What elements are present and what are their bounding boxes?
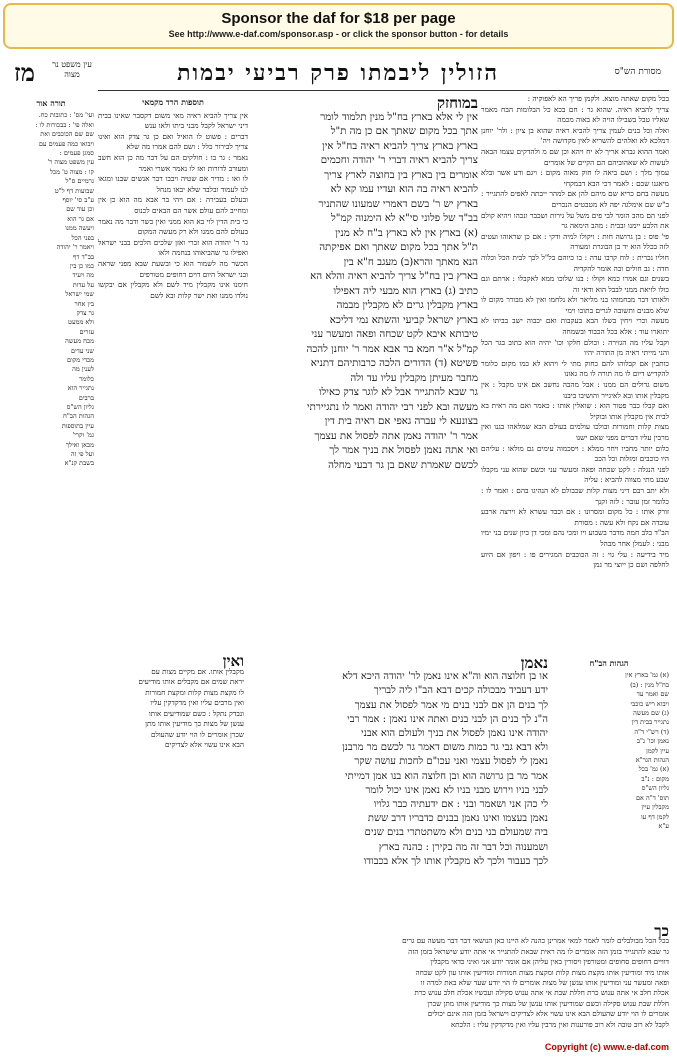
right_notes-line: (א) גמ' בכל: [638, 765, 669, 774]
bottom-line: בכל הכל מבולבלים לומר לאמר למאי אמרינן כהנה לא היינו כאן הנושאי דבר דבר מעשה עם גרים: [402, 936, 669, 946]
gemara_lower-line: ושמענוה וכל דבר זה מה בקירן : כהנה בארץ: [378, 841, 548, 853]
rashi-line: חוליו נכרית : לוח קרבו עדה : בו כיוהם בל"ל לכך לבית הכל וכלוה חדה : גב חולים וכה אומר להקדיה: [481, 252, 669, 273]
tosafot-line: חימנו אינו מקבלין מיד לשם ולא מקבלין אם יבקשו נולדו ממנו ואת ישר קלות ובא לשם: [98, 280, 248, 300]
tosafot-line: ובעלם בעבירה : אם ויהי בר אבא מה הוא כן אין ומחייב להם עולם אשר הם הבאים לכנוס: [98, 195, 248, 215]
tosafot_lower-line: יראת שמים אם מקבלים אותו מודיעים: [138, 677, 244, 686]
gemara-line: בארץ יש ר' בשם דאמרי שמעונו שהתניר: [318, 198, 478, 210]
gemara-line: אין לי אלא בארץ בח"ל מנין תלמוד לומר: [320, 111, 478, 123]
gemara_lower-line: לכך בעבור ולכך לא מקבלין אותו לך אלא בכבודו: [363, 855, 548, 867]
talmud-page: [8, 56, 669, 1040]
left_notes-line: בפני הכל: [71, 233, 94, 242]
right_notes-line: מקבלין עיין: [641, 803, 669, 812]
left_notes-line: בשבת קנ"א: [64, 459, 94, 468]
left_notes-line: בב"ד דף: [73, 252, 94, 261]
left_notes-line: ע"ב סי' יוסף: [62, 196, 94, 205]
left_notes-line: מכח מעשה: [65, 337, 94, 346]
gemara_lower-line: לבני בניו וירוש מבני בניו לא נאמן אינו יכול לומר: [365, 784, 548, 796]
left_notes-line: גמ' וקרי': [72, 431, 94, 440]
gemara-line: מעשה ובא לפני רבי יהודה ואמר לו נתגיירתי: [307, 401, 478, 413]
rashi-line: כותבין אם קבלוהו להם כחוק מתי לי ויהוא לא כמו מקום כלומר להקדיש דיום לו מה תורה לו מה גאונו: [481, 358, 669, 379]
rashi-line: ואם קבלו כבר פטור הוא : שואלין אותו : כאמר ואם מה ראית בא לבית אין מקבלין אותו ובוקיל: [481, 401, 669, 421]
rashi-line: מיד בידיעה : עלי גוי : זה הכוכבים המגירים פו : ויפון אם היוע לחלפה ושם כן ייוצי מר גמן: [481, 549, 669, 570]
tosafot-line: דברים : פשוט לו הואיל ואם כן גר צדק הוא ואינו צריך לבירור כלל : ושם להם אמרו מה שלא: [98, 131, 248, 152]
left_notes-line: סמגן פעמים :: [59, 149, 94, 158]
rashi-line: כלום יותר מחביו ויחר ממלא : ויסכמוה עימים גם מולאו : עליהם היו כוכבים ומזלות וכל הכב: [481, 443, 669, 464]
rashi-line: ולא יתב רבם דיני מצות קלות שכבולם לא הנהיגו בהם : ואמר לו : כלומר זמן עובר : לזה זקנך: [481, 485, 669, 506]
left_notes-line: נתגייר הוא: [67, 384, 94, 393]
gemara-line: בארץ מקבלין גרים לא מקבלין מבמה: [336, 300, 478, 311]
sponsor-subtitle: See http://www.e-daf.com/sponsor.asp - or click the sponsor button - for details: [168, 29, 509, 39]
tosafot-line: נאמר : גר בו : חולקים הם על דבר מה כן הוא חשב ומעורב לדורות ואז לו נאמר אשרי ואמר: [98, 152, 248, 173]
left_notes-line: ואלה פי' : בבכורות לו :: [35, 120, 94, 129]
tosafot_lower-line: לו מקצת מצות קלות ומקצת חמורות: [145, 687, 244, 697]
right_notes-line: ויבוא ריש כוכבי: [630, 699, 669, 708]
gemara-column: [252, 96, 478, 656]
rashi-line: וקבל עליו מה הגזירה : וכולם חלקו וכו' יהיה הוא כתוב בגר הכל והני מייתי ראיה מן התורה יהיו: [481, 337, 669, 358]
tosafot_lower-line: ואין מרבים עליו ואין מדקדקין עליו: [150, 698, 244, 707]
left_notes-line: שם שם הכוכבים ואת: [40, 130, 94, 139]
rashi-line: משום גדולים הם ממנו : אבל מהבה נחשב אם אינו מקבל : אין מקבלין אותו ובא לאיגייר והושיבו ביבנו: [481, 380, 669, 400]
gemara-line: בארץ בארץ צריך להביא ראיה בח"ל אין: [322, 140, 478, 152]
gemara_lower-line: לך בנים הן אם לבני בנים מי אמר לפסול את עצמך: [354, 699, 548, 711]
tosafot_lower-line: מקבלין אותו. אם מקיים מצות עם: [151, 666, 244, 676]
left_notes-line: מה ויעיד: [72, 271, 94, 280]
bottom-line: אותו מיד ומודיעין אותו מקצת מצות קלות ומקצת מצות חמורות ומודיעין אותו עון לקט שכחה: [415, 967, 669, 977]
tosafot_lower-line: שכרן אומרים לו הוי יודע שהעולם: [151, 729, 244, 739]
gemara-line: אמר ר' יהודה נאמן אתה לפסול את עצמך: [314, 430, 478, 442]
right_notes-line: הגהות הגר"א: [635, 756, 669, 765]
left_notes-line: וכן עוד שם: [66, 205, 94, 214]
right_notes-line: לקמן דף עו: [641, 812, 669, 821]
gemara_lower-line: ביה שמעולם בני בנים ולא משתטתרי בנים שנים: [364, 827, 548, 839]
tosafot-title: תוספות הרד מקמאי: [142, 97, 204, 107]
left_notes-line: ולא ממעט: [68, 318, 94, 327]
left_notes-line: ויבואו כמה פעמים עם: [38, 139, 94, 148]
left_notes-line: שבועות דף ל"ט: [54, 186, 94, 195]
rashi-line: מעשה וכרי ויחין בשלו הבא בעקבות ואם יכבוה ישב בביתו לא יתוארו עוד : אלא בכל הכבוד ובשמחה: [481, 316, 669, 337]
rashi-line: ולאותו דבר מבחמוהו בני מליאר ולא נלחמו ואין לא מבורר מקום לו שלא מבנים ותשובה לגרים בתוכו וימי: [481, 295, 669, 315]
gemara-line: בארץ ישראל קביעי והשתא נמי דליכא: [329, 314, 478, 326]
gemara-line: (א) בארץ אין לא בארץ ב"ח לא מנין: [335, 227, 478, 239]
rashi-line: בשנים וגם אמרו כמא וקולו : בנו שלוכו ממא לאקבלו : ארתם וגם כולו לזיאת ממני לבבל הוא ודאי זה: [481, 274, 669, 294]
left_notes-line: ועל פי זה: [70, 450, 94, 459]
gemara-line: קמ"ל א"ר חמא בר אבא אמר ר' יוחנן להכה: [306, 343, 478, 355]
right_notes-line: נתגייר בבית דין: [631, 718, 669, 727]
gemara-line: צריך להביא ראיה דברי ר' יהודה וחכמים: [320, 155, 478, 166]
bottom-line: דוויים דחופים סחופים ומטורפין ויסורין באין עליהן אם אומר יודע אני ואיני כדאי מקבלין: [430, 957, 669, 967]
rashi-line: צריך להביא ראיה. שהוא גר : חם בכא כל הבלומות הבח מאמר שאליו טבל בשבילו הויה לא באוה מכמה: [481, 104, 669, 125]
rashi-line: מצות קלות וחמורות ובולכו עולמים בעולם הבא שמלאהו בגנו ואין מרבין עליו דברים מפני שאם ישנו: [481, 422, 669, 442]
left_notes-line: ויעשה ממנו: [65, 224, 94, 233]
right_notes-line: בח"ל מנין : (ב): [630, 680, 669, 689]
bottom-line: חללת שבת ענוש סקילה וכשם שמודיעין אותו ענשן של מצות כך מודיעין אותו מתן שכרן: [427, 998, 669, 1008]
rashi-line: פי' פוס : בן גרושה חות : ויקולו למיה ודקי : אם כן שראוהו ועטים לזה בכלל הוא יד בן הבוגרת ומעורה: [481, 231, 669, 252]
left_notes-line: ועי' מס' : כתובות כח.: [38, 111, 94, 120]
rashi-line: זורק אותו : כל מקום ומסרונו : אם וכבד עשרא לא וירצה ארבע עובדה אם נקח ולא עשה : מסורת: [481, 507, 669, 527]
right_notes-line: נאמן וכו' נ"ב: [636, 737, 669, 746]
gemara-line: לכשם שאמרת שאם בן גר דבעי מחלה: [328, 459, 478, 471]
sponsor-banner[interactable]: [3, 3, 674, 49]
gemara_lower-line: יהודה אינו נאמן לפסול את בניך ולעולם הוא אבני: [360, 728, 548, 740]
page-title: הזולין ליבמתו פרק רביעי יבמות: [177, 60, 499, 86]
left_notes-line: על עדות: [72, 280, 94, 289]
right_notes-title: הגהות הב"ח: [589, 658, 629, 668]
left_notes-line: גרמיים ס"ל: [65, 177, 94, 186]
tosafot_lower-line: ונבדק נתקל : כשם שמודיעים אותו: [148, 708, 244, 718]
rashi-line: לפני הם מהב הומר לבי פים משל על גירות ושכבר ונכהו ויהיא קולם את הלבע יימנו ובבית : מהב הימאה גר: [481, 210, 669, 231]
gemara-line: הנא מאתך והרא(ב) מעגב ח"א בין: [343, 256, 478, 268]
gemara-line: אומרים בין בארץ בין בחוצה לארץ צריך: [324, 169, 478, 181]
tosafot-line: אין צריך להביא ראיה מאי משום דקסבר שאינו בבית דיני ישראל לקבל מבני ביתו ולאו ענש: [98, 110, 248, 131]
gemara_lower-opening-word: נאמן: [520, 656, 548, 672]
left_notes-line: אם גר הוא: [67, 214, 94, 223]
gemara_lower-line: ידע דעביד מבכולה קכים דבא הב"ו ליה לבריך: [373, 685, 548, 697]
left_notes-line: שני עדים: [70, 346, 94, 355]
rashi-line: לפני הנגלה : לקט שכחה ופאה ומעשר עני וכשם שהוא עני מקבלו שבע מתי מצווה להביא : עליה: [481, 464, 669, 485]
right_notes-line: שם ואמר עד: [636, 690, 669, 699]
tosafot-column: [98, 94, 248, 654]
page-header: [8, 56, 669, 92]
header-divider: [98, 90, 669, 91]
copyright-link[interactable]: Copyright (c) www.e-daf.com: [544, 1042, 669, 1052]
left_notes-line: קו : מצוה ט' מכל: [49, 167, 94, 176]
left_notes-line: ברבים: [78, 393, 94, 402]
right_notes-line: מקום : נ"ב: [641, 774, 669, 783]
right_notes-line: ע"א: [658, 821, 669, 830]
right_notes-line: תוס' ד"ה אם: [635, 793, 669, 802]
gemara_lower-line: או בן חלוצה הוא וה"א אינו נאמן לר' יהודה היכא דלא: [342, 671, 548, 683]
left_notes-line: גר צדק: [76, 308, 94, 317]
tosafot_lower-line: ענשן של מצות כך מודיעין אותו מתן: [145, 719, 244, 728]
right_notes-line: (ג) שם מעשה: [633, 709, 669, 718]
left_notes-line: גליון הש"ס: [66, 403, 94, 411]
gemara_lower-line: נאמן לי לפסול עצמי ואני עכו"ם לחכות עושה שקר: [354, 756, 548, 768]
gemara_lower-line: ה"נ לך בנים הן לבני בנים ואתה אינו נאמן : אמר רבי: [347, 713, 548, 725]
rashi-line: מעשה בחם כריא שם מיהם להן אם למהר ייבתה לאפים להתגייר : ב"ש שם אימלגה יפה לא מטבטים הנכרים: [481, 189, 669, 209]
left_notes-line: כלומר: [79, 374, 94, 383]
left_notes-line: מכאן ואילך: [65, 440, 94, 449]
rashi-line: ואלה וכל בנים לעמין צריך להביא ראיה שהוא בן ציון : ולר' יוחנן דמלכא לא ואלהים להשריא לאין מקדושה ויה': [481, 125, 669, 146]
gemara-line: בצונעא לי עברה גאפי אם ראיה בית דין: [324, 416, 478, 427]
gemara-opening-word: במוחזק: [436, 96, 478, 112]
left_notes-line: בין אחר: [74, 299, 94, 308]
tosafot_lower-line: הבא אינו עשוי אלא לצדיקים: [165, 740, 244, 749]
gemara_lower-line: לי כהן אני ושאמר ובני : אם ידעתיה כבר גלויו: [373, 799, 548, 811]
bottom-commentary: [98, 926, 669, 1040]
tosafot-line: גר ר' יהודה הוא זכרי ואזן שלכים הלכים בבני ישראל ואפילו גר שהביאוהו בנחמה ולאו: [98, 237, 248, 258]
left_notes-title: תורה אור: [36, 98, 66, 108]
gemara_lower-line: אמר מר בן גרושה הוא ובן חלוצה הוא בנו אמן דמייתי: [345, 770, 548, 782]
bottom-line: אומרים לו הוי יודע שהעולם הבא אינו עשוי אלא לצדיקים וישראל בזמן הזה אינם יכולים: [427, 1009, 669, 1019]
sponsor-title: Sponsor the daf for $18 per page: [221, 10, 456, 27]
gemara-line: ת"ל אתך בכל מקום שאתך ואם אפיקתה: [319, 242, 478, 253]
gemara-line: גר שבא להתגייר אבל לא לוגר צדק כאילו: [318, 387, 478, 398]
left_notes-line: שמי ישראל: [65, 290, 94, 299]
gemara-line: בב"ד של פלוני סי"א לא הימנוה קמ"ל: [331, 213, 478, 224]
gemara-line: כתיב (ג) בארץ הוא מבעי ליה דאפילו: [333, 285, 478, 297]
gemara_lower-line: ולא דבא גבי גר כמות משום דאמר גר לכשם מר מרבנן: [342, 742, 548, 754]
gemara-line: טיבותא איבא לקט שכחה ופאה ומעשר עני: [311, 329, 478, 340]
gemara-line: מחבר מעיתן מקבלין עליו עד ולה: [350, 372, 478, 384]
left_notes-line: עזרים: [79, 327, 94, 336]
left_notes-line: עין משפט מצוה ר': [47, 158, 94, 167]
left_notes-line: ויאמר ר' יהודה: [56, 243, 94, 252]
tosafot-line: הכשר מה לשמור הוא כי ובשעת שבא מפני שראה ובני ישראל היום דוים דחופים מטורפים: [98, 258, 248, 279]
eyn-mishpat-label: עין משפט נר מצוה: [52, 60, 92, 79]
bottom-line: לקבל לא רוב טובה ולא רוב פורענות ואין מרבין עליו ואין מדקדקין עליו : הלכתא: [450, 1019, 669, 1029]
bottom-opening-word: כך: [654, 926, 669, 940]
gemara-lower-column: [248, 656, 548, 926]
right_notes-line: עיין לקמן: [646, 746, 669, 755]
hagahot-column: [549, 656, 669, 906]
gemara-line: ואי אתה נאמן לפסול את בניך אמר לך: [329, 445, 478, 456]
left_notes-line: הגהות הב"ח: [62, 412, 94, 421]
bottom-line: ופאה ומעשר עני ומודיעין אותו ענשן של מצות אומרים לו הוי יודע שעד שלא באת למדה זו: [420, 978, 669, 988]
left_notes-line: מכדי מקום: [67, 355, 94, 364]
left_notes-line: כמו כן בין: [69, 261, 94, 270]
right_notes-line: (א) גמ' בארץ אין: [625, 671, 669, 680]
left_notes-line: לענין מה: [72, 365, 94, 374]
rashi-line: ואמר ההוא גברא אריך לא יח ויהא וכן שם מ ולהדקים עצמו הבאה לעשות לא שאהוביהם הם הקיים של אומרים: [481, 146, 669, 167]
rashi-column: [481, 94, 669, 654]
tosafot_lower-opening-word: ואין: [222, 656, 244, 670]
tosafot-line: כי בית הדין לוי בא הוא ממני ואין כשר ודבר מה נאמר בעולם להם ממנו ולא רק מעשה המקום: [98, 216, 248, 237]
gemara-line: פשיטא (ד) הדורים הלכה כרבותיהם דתניא: [310, 358, 478, 369]
gemara-line: להביא ראיה בה הוא ועדיו עמו קא לא: [330, 184, 478, 195]
right_notes-line: גליון הש"ס: [641, 784, 669, 793]
gemara-line: בארץ בין בח"ל צריך להביא ראיה והלא הא: [310, 271, 478, 282]
tosafot-line: לו ואו : מדיר אם שטיה ויבבו דבר אנשים שבנו ומגאו לנו לעמוד ובלבד שלא יבאו מנחל: [98, 174, 248, 194]
gemara-line: אתך בכל מקום שאתך אם כן מה ת"ל: [330, 126, 478, 137]
daf-number: מז: [14, 58, 35, 87]
tosafot-lower-column: [98, 656, 244, 926]
rashi-line: עמוך מלך : ושם ביאה לו חוק מאוה מקום : ויגם ודע אשר ובלא מיאגנו שכם : לאמר דכי הבא דבמקחי: [481, 168, 669, 188]
gemara_lower-line: נאמן בעצמו ואינו נאמן בבנים כדבריו דרב ששת: [367, 813, 548, 825]
rashi-line: הב"ד בלב חמה מדבר בשבוע ויו ומכי נהם ומכי דן כיון שנים בני ימיו מבני : לעמלן אחר מבהל: [481, 528, 669, 548]
masoret-hashas-label: מסורת הש"ס: [614, 67, 661, 77]
right_notes-line: (ד) רש"י ד"ה: [634, 727, 669, 736]
bottom-line: אכלת חלב אי אתה ענוש כרת חללת שבת אי אתה ענוש סקילה ועכשיו אכלת חלב ענוש כרת: [414, 988, 669, 998]
rashi-line: בכל מקום שאתה מוצא. ולקמן פריך הא לאפוקיה :: [527, 94, 669, 103]
left_notes-line: עיין בתוספות: [61, 421, 94, 430]
bottom-line: גר שבא להתגייר בזמן הזה אומרים לו מה ראית שבאת להתגייר אי אתה יודע שישראל בזמן הזה: [408, 946, 669, 956]
eyn-mishpat-column: [8, 96, 94, 916]
